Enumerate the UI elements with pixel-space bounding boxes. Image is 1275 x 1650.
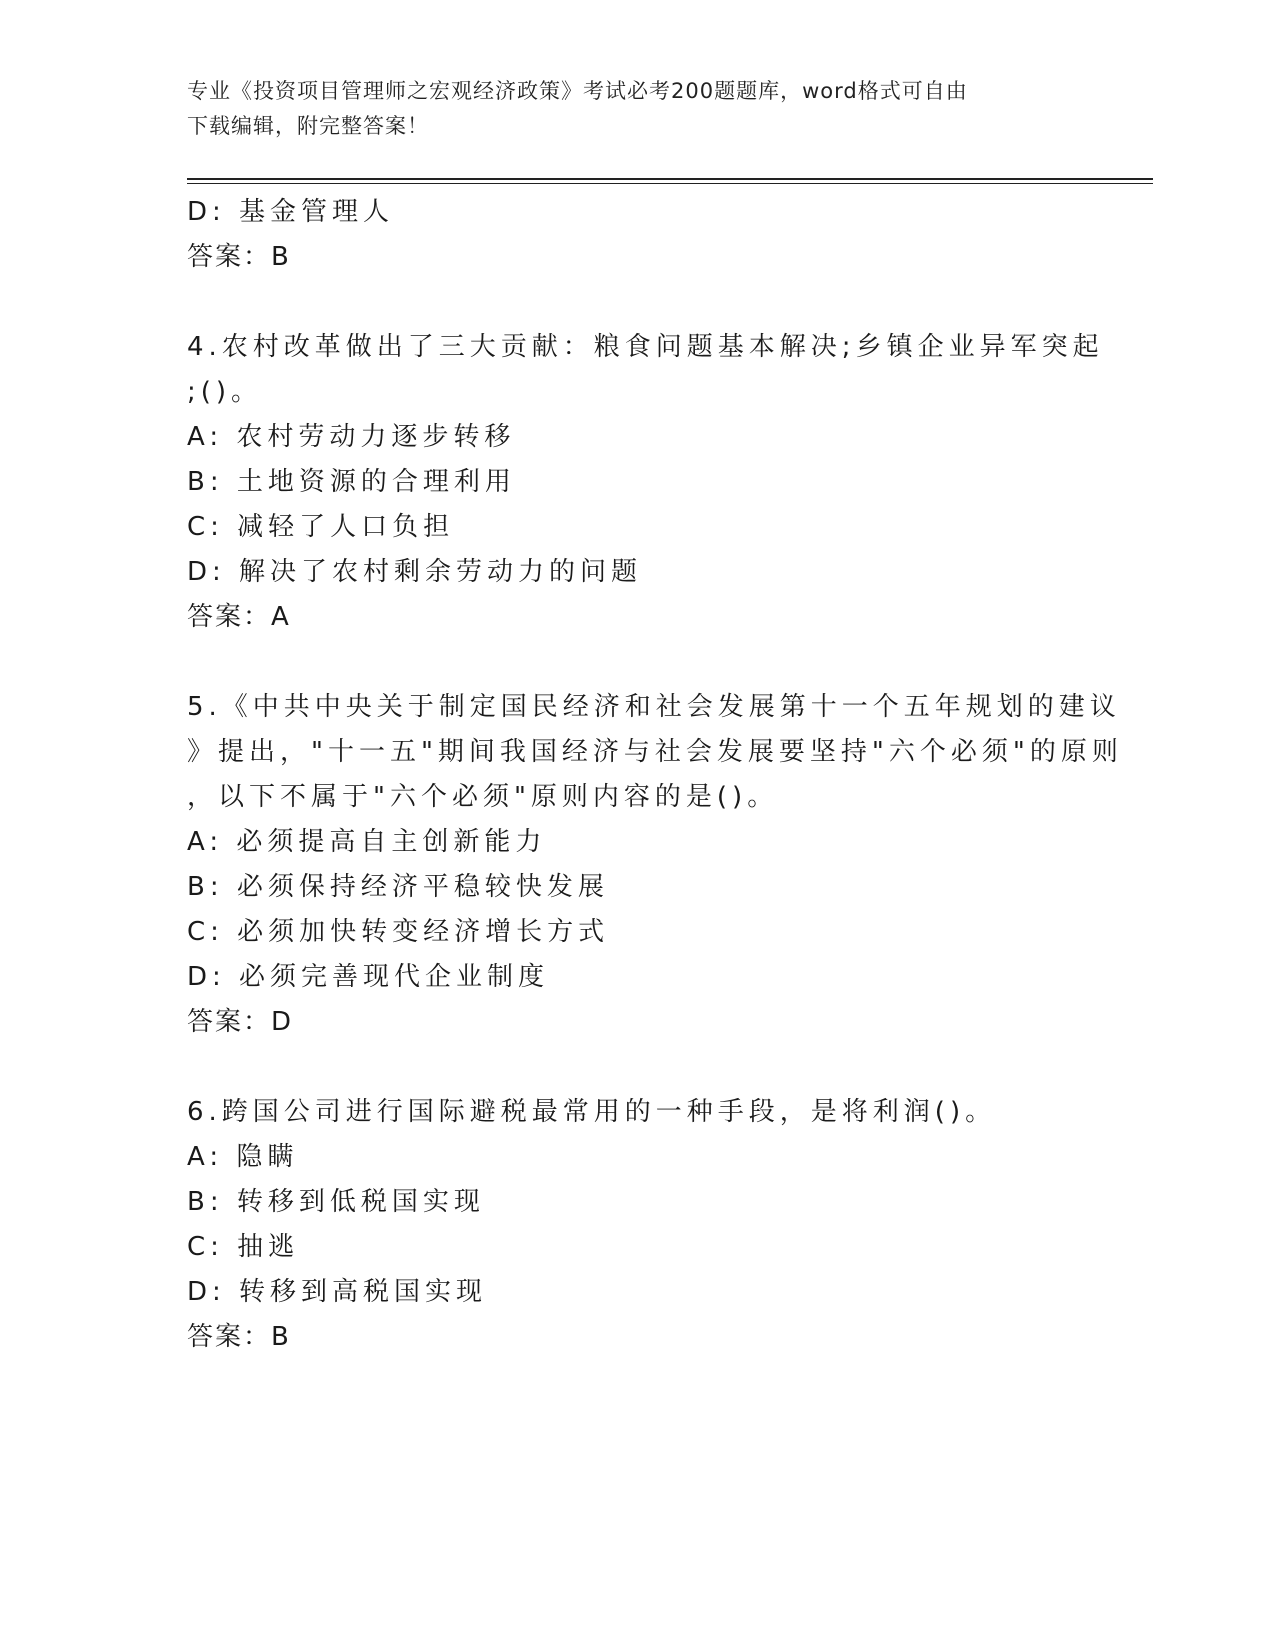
option-a: A: 农村劳动力逐步转移 [187, 422, 516, 452]
option-a: A: 隐瞒 [187, 1142, 299, 1172]
prev-question-answer: 答案：B [187, 242, 291, 272]
question-stem: 5.《中共中央关于制定国民经济和社会发展第十一个五年规划的建议 [187, 692, 1121, 722]
option-c: C: 必须加快转变经济增长方式 [187, 917, 610, 947]
question-5 [187, 685, 1123, 1045]
question-stem: ，以下不属于"六个必须"原则内容的是()。 [187, 782, 779, 812]
page-header [187, 74, 1087, 144]
option-b: B: 必须保持经济平稳较快发展 [187, 872, 609, 902]
option-b: B: 土地资源的合理利用 [187, 467, 516, 497]
header-line-1: 专业《投资项目管理师之宏观经济政策》考试必考200题题库，word格式可自由 [187, 79, 968, 103]
question-stem: 》提出，"十一五"期间我国经济与社会发展要坚持"六个必须"的原则 [187, 737, 1123, 767]
answer: 答案：A [187, 602, 291, 632]
option-c: C: 减轻了人口负担 [187, 512, 455, 542]
question-stem: 4.农村改革做出了三大贡献：粮食问题基本解决;乡镇企业异军突起 [187, 332, 1104, 362]
option-b: B: 转移到低税国实现 [187, 1187, 485, 1217]
question-stem: ;()。 [187, 377, 263, 407]
option-d: D: 转移到高税国实现 [187, 1277, 488, 1307]
question-stem: 6.跨国公司进行国际避税最常用的一种手段，是将利润()。 [187, 1097, 997, 1127]
question-list [187, 190, 1123, 1360]
option-d: D: 必须完善现代企业制度 [187, 962, 550, 992]
option-d: D: 解决了农村剩余劳动力的问题 [187, 557, 643, 587]
question-6 [187, 1090, 1087, 1360]
header-divider [187, 178, 1153, 184]
prev-question-option-d: D: 基金管理人 [187, 197, 395, 227]
header-line-2: 下载编辑，附完整答案！ [187, 114, 429, 138]
answer: 答案：D [187, 1007, 294, 1037]
option-a: A: 必须提高自主创新能力 [187, 827, 547, 857]
option-c: C: 抽逃 [187, 1232, 300, 1262]
answer: 答案：B [187, 1322, 291, 1352]
question-4 [187, 325, 1104, 640]
